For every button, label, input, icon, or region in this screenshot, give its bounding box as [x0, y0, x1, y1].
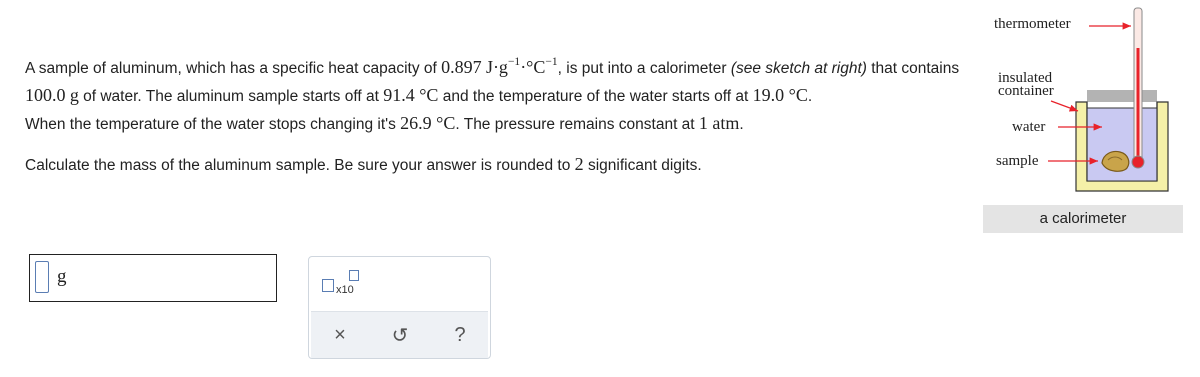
problem-text: that contains — [866, 60, 960, 77]
problem-text: A sample of aluminum, which has a specific heat capacity of — [25, 60, 442, 77]
problem-text: When the temperature of the water stops changing it's — [25, 116, 401, 133]
x10-label: x10 — [336, 284, 354, 296]
water-label: water — [1012, 119, 1046, 135]
pressure-value: 1 atm — [698, 113, 740, 133]
container-label: container — [998, 83, 1054, 99]
help-icon: ? — [454, 323, 466, 346]
sketch-reference: (see sketch at right) — [730, 60, 867, 77]
aluminum-sample — [1102, 151, 1129, 171]
caption-text: a calorimeter — [1039, 210, 1127, 227]
thermometer-label: thermometer — [994, 16, 1071, 32]
close-icon: × — [334, 323, 346, 346]
thermometer-bulb — [1132, 156, 1144, 168]
sample-label: sample — [996, 153, 1039, 169]
sig-digits: 2 — [574, 154, 584, 174]
undo-icon: ↺ — [391, 324, 409, 347]
problem-question: Calculate the mass of the aluminum sample. Be sure your answer is rounded to 2 significant digits. — [25, 154, 702, 174]
problem-text: and the temperature of the water starts off at — [438, 88, 753, 105]
problem-text: of water. The aluminum sample starts off at — [78, 88, 384, 105]
insulated-label: insulated — [998, 70, 1053, 86]
water-initial-temp: 19.0 °C — [752, 85, 808, 105]
final-temp: 26.9 °C — [400, 113, 456, 133]
sketch-caption — [983, 205, 1183, 233]
container-arrow — [1051, 101, 1078, 111]
answer-unit: g — [57, 266, 67, 287]
problem-text: . The pressure remains constant at — [455, 116, 699, 133]
sample-initial-temp: 91.4 °C — [383, 85, 439, 105]
specific-heat-value: 0.897 — [441, 57, 482, 77]
problem-paragraph-1: A sample of aluminum, which has a specific heat capacity of 0.897 $J\cdot g^{-1}\cdot^\circ C^{-1}$, is put into a calorimeter (see sketch at right) that contains 100.0 g of water. The aluminum sample starts off at 91.4 °C and the temperature of the water starts off at 19.0 °C. When the temperature of the water stops changing it's 26.9 °C. The pressure remains constant at 1 atm. — [25, 56, 960, 133]
water-mass-unit: g — [69, 85, 79, 105]
problem-text: , is put into a calorimeter — [557, 60, 731, 77]
specific-heat-unit: $J\cdot g^{-1}\cdot^\circ C^{-1}$ — [485, 56, 558, 77]
water-mass: 100.0 — [25, 85, 66, 105]
container-lid — [1087, 90, 1157, 102]
